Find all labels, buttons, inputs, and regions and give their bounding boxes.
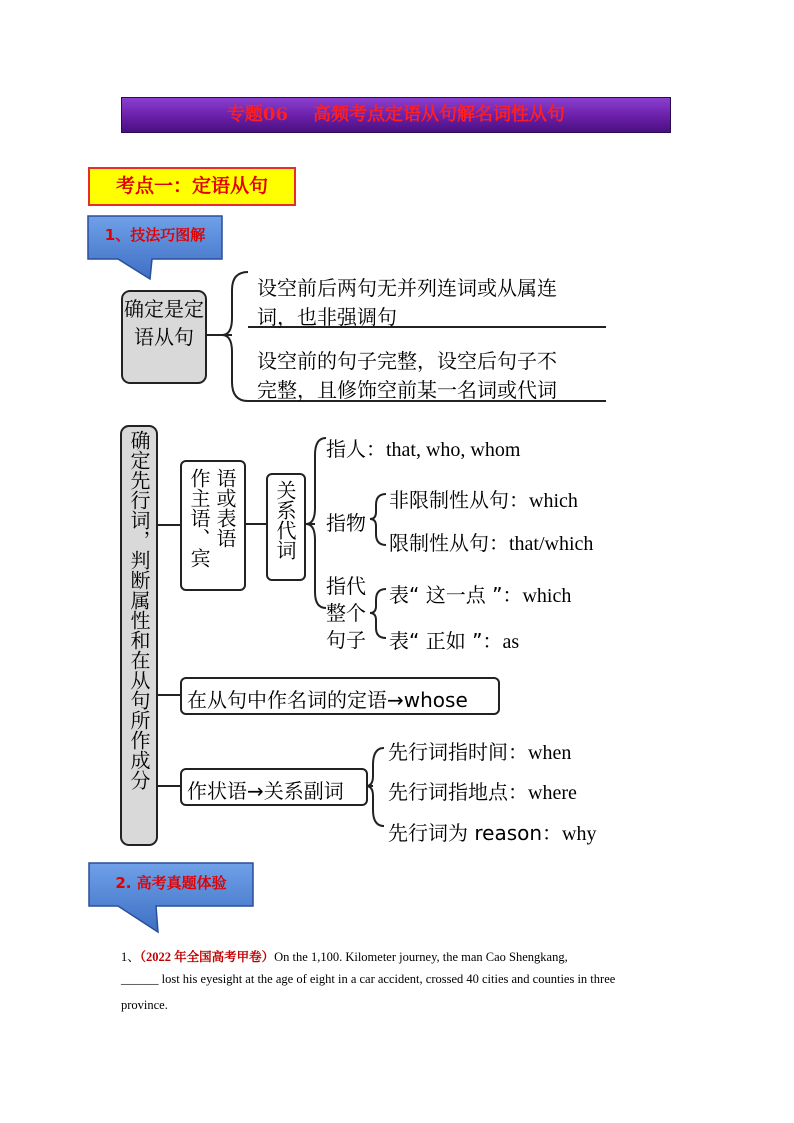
role-box-col1: 作主语、宾 [187, 468, 211, 568]
time-row [388, 736, 571, 765]
question-1-line-3: province. [121, 998, 168, 1012]
branch1-line2: 词，也非强调句 [257, 305, 397, 329]
time-label: 先行词指时间： [388, 740, 528, 764]
person-label: 指人： [326, 437, 386, 461]
sentence-label-3: 句子 [326, 628, 366, 652]
answer-blank[interactable]: ______ [121, 972, 159, 986]
reason-row [388, 817, 597, 846]
restrictive-label: 限制性从句： [389, 531, 509, 555]
question-1-line-1 [121, 947, 568, 965]
place-row [388, 776, 577, 805]
sentence-opt1-label: 表“ 这一点 ”： [389, 583, 523, 607]
branch2-line1: 设空前的句子完整，设空后句子不 [257, 349, 557, 373]
question-text-2: lost his eyesight at the age of eight in a car accident, crossed 40 cities and counties in three [158, 972, 616, 986]
place-words: where [528, 782, 577, 804]
time-words: when [528, 742, 572, 764]
sentence-label [326, 573, 366, 654]
thing-label: 指物 [326, 511, 366, 535]
callout-2-label: 2. 高考真题体验 [115, 874, 227, 892]
page-title: 专题06 高频考点定语从句解名词性从句 [226, 104, 566, 125]
restrictive-words: that/which [509, 533, 594, 555]
callout-1-label: 1、技法巧图解 [104, 226, 206, 244]
reason-words: why [562, 823, 597, 845]
role-box-col2: 语或表语 [213, 468, 237, 548]
person-words: that, who, whom [386, 439, 521, 461]
sentence-opt1-row [389, 579, 571, 608]
branch1-line1: 设空前后两句无并列连词或从属连 [257, 276, 557, 300]
question-number: 1、 [121, 950, 140, 964]
sentence-opt2-row [389, 625, 519, 654]
adverb-label: 作状语→关系副词 [187, 779, 344, 803]
question-text-1: On the 1,100. Kilometer journey, the man Cao Shengkang, [274, 950, 568, 964]
question-source: （2022 年全国高考甲卷） [139, 950, 275, 964]
determine-clause-label: 确定是定语从句 [124, 297, 204, 349]
sentence-label-2: 整个 [326, 601, 366, 625]
nonrestrictive-label: 非限制性从句： [389, 488, 529, 512]
sentence-opt1-words: which [522, 585, 572, 607]
relative-pronoun-label: 关系代词 [273, 480, 297, 560]
antecedent-main-label: 确定先行词，判断属性和在从句所作成分 [127, 430, 151, 790]
reason-label: 先行词为 reason： [388, 821, 563, 845]
restrictive-row [389, 527, 593, 556]
nonrestrictive-words: which [529, 490, 578, 512]
person-row [326, 433, 520, 462]
question-1-line-2 [121, 972, 615, 987]
whose-label: 在从句中作名词的定语→whose [187, 688, 468, 712]
place-label: 先行词指地点： [388, 780, 528, 804]
sentence-opt2-words: as [502, 631, 520, 653]
section-heading: 考点一：定语从句 [115, 175, 268, 197]
nonrestrictive-row [389, 484, 578, 513]
branch2-line2: 完整，且修饰空前某一名词或代词 [257, 378, 557, 402]
sentence-label-1: 指代 [326, 574, 366, 598]
sentence-opt2-label: 表“ 正如 ”： [389, 629, 503, 653]
